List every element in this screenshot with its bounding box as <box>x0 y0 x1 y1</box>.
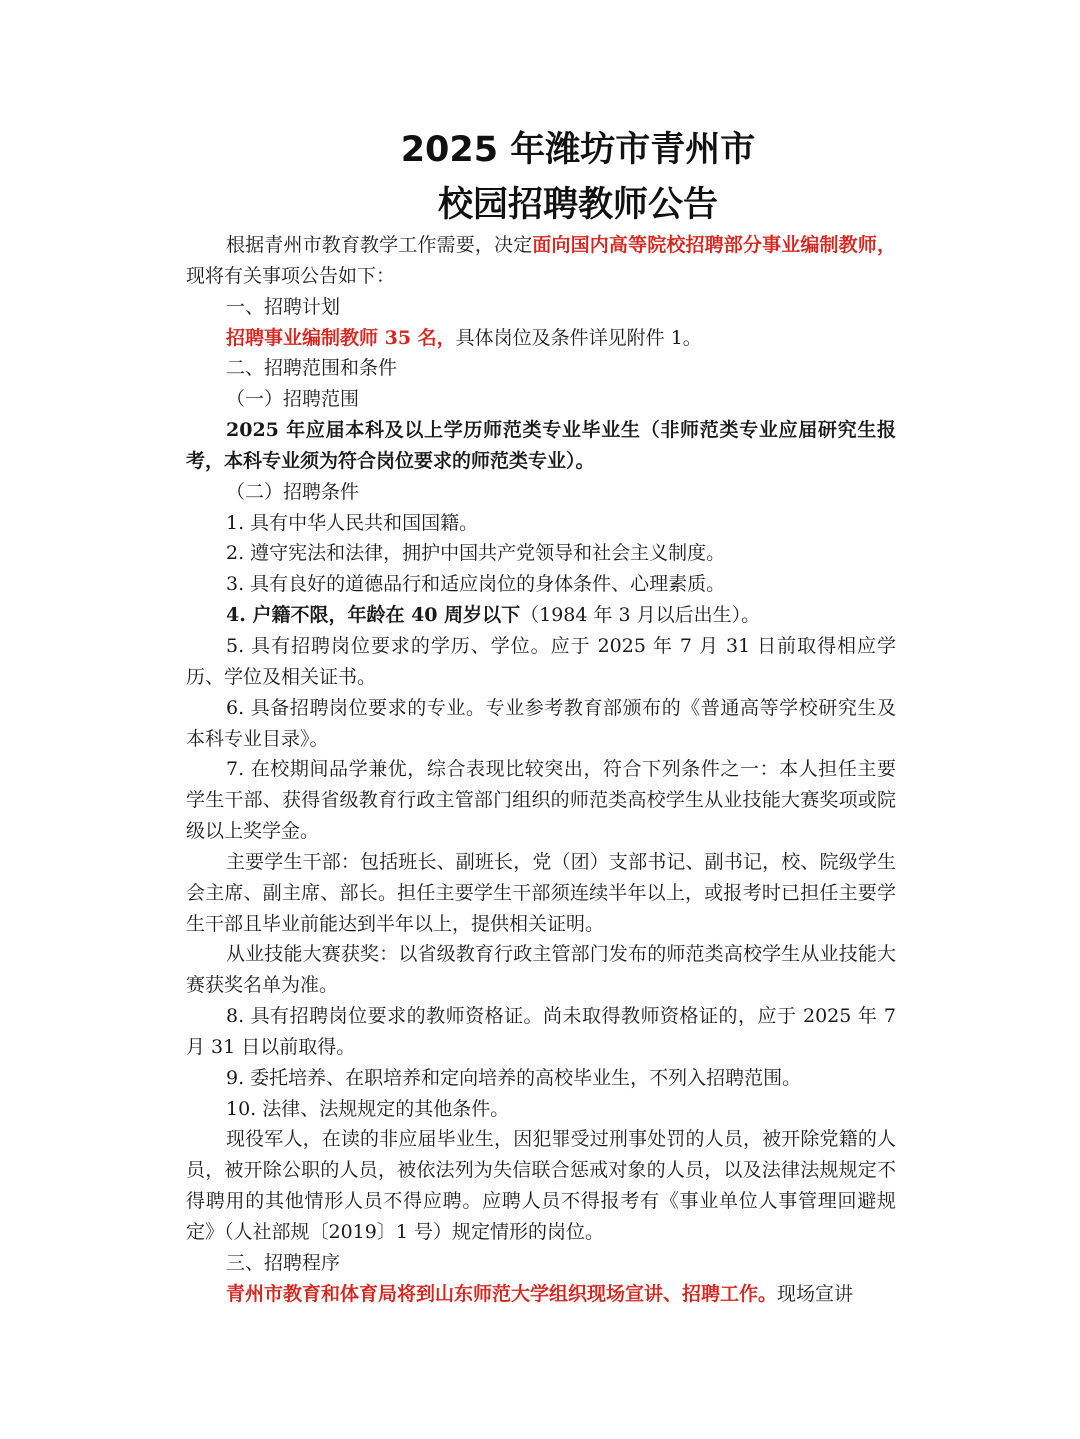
section-3-text: 现场宣讲 <box>777 1282 854 1305</box>
exclusion-paragraph: 现役军人，在读的非应届毕业生，因犯罪受过刑事处罚的人员，被开除党籍的人员，被开除公职的人员，被依法列为失信联合惩戒对象的人员，以及法律法规规定不得聘用的其他情形人员不得应聘。应聘人员不得报考有《事业单位人事管理回避规定》（人社部规〔2019〕1 号）规定情形的岗位。 <box>186 1128 896 1243</box>
section-1-highlight: 招聘事业编制教师 35 名， <box>226 326 456 349</box>
condition-item-9: 9. 委托培养、在职培养和定向培养的高校毕业生，不列入招聘范围。 <box>226 1066 802 1089</box>
condition-item-1: 1. 具有中华人民共和国国籍。 <box>226 511 479 534</box>
condition-item-7-note-2: 从业技能大赛获奖：以省级教育行政主管部门发布的师范类高校学生从业技能大赛获奖名单为准。 <box>186 943 896 997</box>
condition-item-2: 2. 遵守宪法和法律，拥护中国共产党领导和社会主义制度。 <box>226 542 726 565</box>
section-2-sub-1-text: 2025 年应届本科及以上学历师范类专业毕业生（非师范类专业应届研究生报考，本科专业须为符合岗位要求的师范类专业）。 <box>186 419 896 472</box>
condition-item-4-rest: （1984 年 3 月以后出生）。 <box>520 604 761 627</box>
intro-highlight: 面向国内高等院校招聘部分事业编制教师， <box>532 234 896 256</box>
condition-item-8: 8. 具有招聘岗位要求的教师资格证。尚未取得教师资格证的，应于 2025 年 7 月 31 日以前取得。 <box>186 1005 896 1058</box>
document-title-line-2: 校园招聘教师公告 <box>437 185 718 225</box>
condition-item-4 <box>186 600 896 631</box>
section-2-heading: 二、招聘范围和条件 <box>226 357 398 380</box>
condition-item-6: 6. 具备招聘岗位要求的专业。专业参考教育部颁布的《普通高等学校研究生及本科专业目录》。 <box>186 696 896 750</box>
condition-item-10: 10. 法律、法规规定的其他条件。 <box>226 1097 510 1120</box>
section-1-text: 具体岗位及条件详见附件 1。 <box>455 326 702 349</box>
condition-item-5: 5. 具有招聘岗位要求的学历、学位。应于 2025 年 7 月 31 日前取得相应学历、学位及相关证书。 <box>186 634 896 688</box>
section-3-paragraph <box>186 1279 896 1310</box>
condition-item-4-bold: 4. 户籍不限，年龄在 40 周岁以下 <box>226 604 521 627</box>
intro-paragraph <box>186 230 896 292</box>
section-2-sub-2-heading: （二）招聘条件 <box>226 480 360 503</box>
condition-item-7-note-1: 主要学生干部：包括班长、副班长，党（团）支部书记、副书记，校、院级学生会主席、副主席、部长。担任主要学生干部须连续半年以上，或报考时已担任主要学生干部且毕业前能达到半年以上，提供相关证明。 <box>186 850 896 935</box>
condition-item-3: 3. 具有良好的道德品行和适应岗位的身体条件、心理素质。 <box>226 573 726 596</box>
section-2-sub-1-heading: （一）招聘范围 <box>226 388 360 411</box>
section-3-highlight: 青州市教育和体育局将到山东师范大学组织现场宣讲、招聘工作。 <box>226 1282 778 1305</box>
condition-item-7: 7. 在校期间品学兼优，综合表现比较突出，符合下列条件之一：本人担任主要学生干部、获得省级教育行政主管部门组织的师范类高校学生从业技能大赛奖项或院级以上奖学金。 <box>186 758 896 843</box>
section-1-paragraph <box>186 323 896 354</box>
section-3-heading: 三、招聘程序 <box>226 1251 341 1274</box>
intro-prefix: 根据青州市教育教学工作需要，决定 <box>226 234 533 256</box>
document-title-line-1: 2025 年潍坊市青州市 <box>400 130 756 170</box>
intro-suffix: 现将有关事项公告如下： <box>186 264 396 287</box>
section-1-heading: 一、招聘计划 <box>226 295 341 318</box>
document-body <box>186 230 896 1310</box>
